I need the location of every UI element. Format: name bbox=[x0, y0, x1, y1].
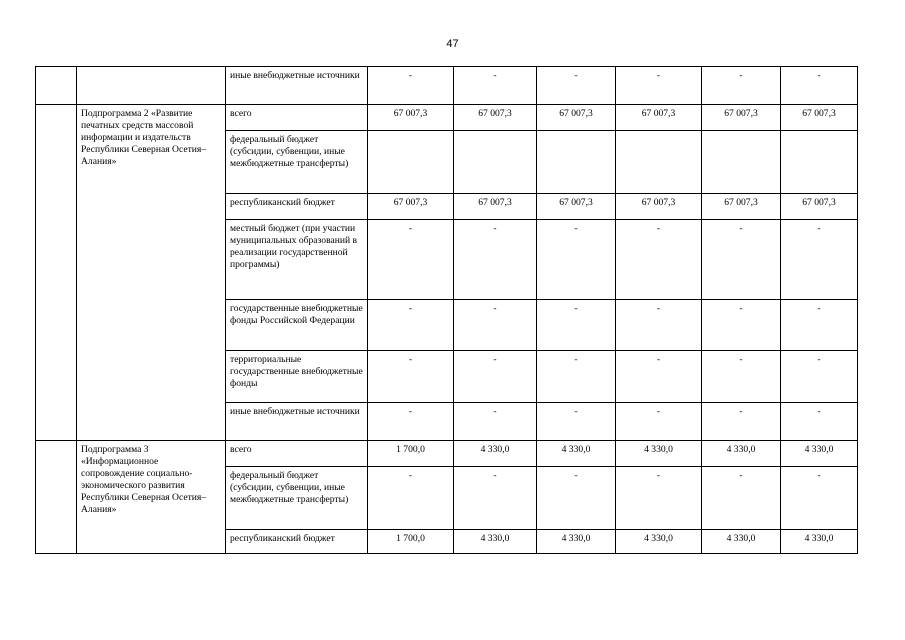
value-cell: - bbox=[368, 351, 454, 403]
funding-source-cell: всего bbox=[226, 441, 368, 467]
value-cell bbox=[702, 131, 781, 194]
value-cell: - bbox=[454, 351, 537, 403]
value-cell: 4 330,0 bbox=[702, 441, 781, 467]
value-cell: - bbox=[781, 67, 858, 105]
value-cell: - bbox=[702, 300, 781, 351]
value-cell: - bbox=[616, 67, 702, 105]
value-cell: 67 007,3 bbox=[616, 105, 702, 131]
value-cell: - bbox=[537, 467, 616, 530]
funding-source-cell: республиканский бюджет bbox=[226, 530, 368, 554]
value-cell: - bbox=[454, 467, 537, 530]
table-row bbox=[36, 67, 858, 105]
value-cell: - bbox=[702, 403, 781, 441]
value-cell: 67 007,3 bbox=[702, 105, 781, 131]
value-cell: - bbox=[454, 300, 537, 351]
value-cell bbox=[781, 131, 858, 194]
value-cell: - bbox=[537, 351, 616, 403]
program-name-cell bbox=[77, 67, 226, 105]
value-cell: - bbox=[702, 351, 781, 403]
value-cell: - bbox=[454, 220, 537, 300]
value-cell: 67 007,3 bbox=[781, 105, 858, 131]
value-cell: 4 330,0 bbox=[702, 530, 781, 554]
value-cell bbox=[616, 131, 702, 194]
value-cell: - bbox=[537, 67, 616, 105]
value-cell bbox=[537, 131, 616, 194]
value-cell: 67 007,3 bbox=[454, 105, 537, 131]
row-number-cell bbox=[36, 67, 77, 105]
table-row bbox=[36, 441, 858, 467]
value-cell: - bbox=[454, 403, 537, 441]
value-cell: - bbox=[368, 300, 454, 351]
value-cell: - bbox=[616, 403, 702, 441]
value-cell: - bbox=[368, 220, 454, 300]
funding-source-cell: федеральный бюджет (субсидии, субвенции, иные межбюджетные трансферты) bbox=[226, 131, 368, 194]
value-cell: 67 007,3 bbox=[781, 194, 858, 220]
subprogram-3-name: Подпрограмма 3 «Информационное сопровождение социально-экономического развития Республики Северная Осетия–Алания» bbox=[77, 441, 226, 554]
value-cell bbox=[368, 131, 454, 194]
value-cell: 67 007,3 bbox=[702, 194, 781, 220]
value-cell: - bbox=[702, 220, 781, 300]
value-cell: 67 007,3 bbox=[368, 194, 454, 220]
value-cell: - bbox=[702, 467, 781, 530]
value-cell: 4 330,0 bbox=[781, 530, 858, 554]
funding-source-cell: иные внебюджетные источники bbox=[226, 403, 368, 441]
value-cell: - bbox=[616, 220, 702, 300]
value-cell: 67 007,3 bbox=[368, 105, 454, 131]
page-number: 47 bbox=[446, 38, 459, 50]
funding-source-cell: иные внебюджетные источники bbox=[226, 67, 368, 105]
value-cell: - bbox=[781, 220, 858, 300]
value-cell: - bbox=[616, 300, 702, 351]
value-cell: 4 330,0 bbox=[537, 530, 616, 554]
funding-source-cell: местный бюджет (при участии муниципальных образований в реализации государственной программы) bbox=[226, 220, 368, 300]
value-cell: - bbox=[781, 351, 858, 403]
value-cell: - bbox=[454, 67, 537, 105]
value-cell: 67 007,3 bbox=[537, 105, 616, 131]
value-cell: - bbox=[781, 403, 858, 441]
value-cell: - bbox=[781, 300, 858, 351]
value-cell: - bbox=[368, 67, 454, 105]
funding-source-cell: республиканский бюджет bbox=[226, 194, 368, 220]
value-cell: 1 700,0 bbox=[368, 530, 454, 554]
funding-source-cell: территориальные государственные внебюджетные фонды bbox=[226, 351, 368, 403]
value-cell: 4 330,0 bbox=[454, 441, 537, 467]
value-cell: - bbox=[616, 351, 702, 403]
value-cell: - bbox=[537, 220, 616, 300]
table-row bbox=[36, 105, 858, 131]
value-cell: - bbox=[537, 300, 616, 351]
value-cell: 1 700,0 bbox=[368, 441, 454, 467]
value-cell: - bbox=[368, 467, 454, 530]
value-cell: 4 330,0 bbox=[781, 441, 858, 467]
value-cell bbox=[454, 131, 537, 194]
value-cell: 4 330,0 bbox=[616, 441, 702, 467]
value-cell: - bbox=[368, 403, 454, 441]
value-cell: 67 007,3 bbox=[454, 194, 537, 220]
value-cell: 67 007,3 bbox=[537, 194, 616, 220]
funding-source-cell: всего bbox=[226, 105, 368, 131]
value-cell: - bbox=[781, 467, 858, 530]
funding-source-cell: государственные внебюджетные фонды Российской Федерации bbox=[226, 300, 368, 351]
value-cell: - bbox=[702, 67, 781, 105]
row-number-cell bbox=[36, 105, 77, 441]
funding-source-cell: федеральный бюджет (субсидии, субвенции, иные межбюджетные трансферты) bbox=[226, 467, 368, 530]
value-cell: - bbox=[616, 467, 702, 530]
subprogram-2-name: Подпрограмма 2 «Развитие печатных средств массовой информации и издательств Республики Северная Осетия–Алания» bbox=[77, 105, 226, 441]
row-number-cell bbox=[36, 441, 77, 554]
value-cell: 67 007,3 bbox=[616, 194, 702, 220]
value-cell: 4 330,0 bbox=[616, 530, 702, 554]
value-cell: - bbox=[537, 403, 616, 441]
budget-table bbox=[35, 66, 858, 554]
value-cell: 4 330,0 bbox=[537, 441, 616, 467]
value-cell: 4 330,0 bbox=[454, 530, 537, 554]
